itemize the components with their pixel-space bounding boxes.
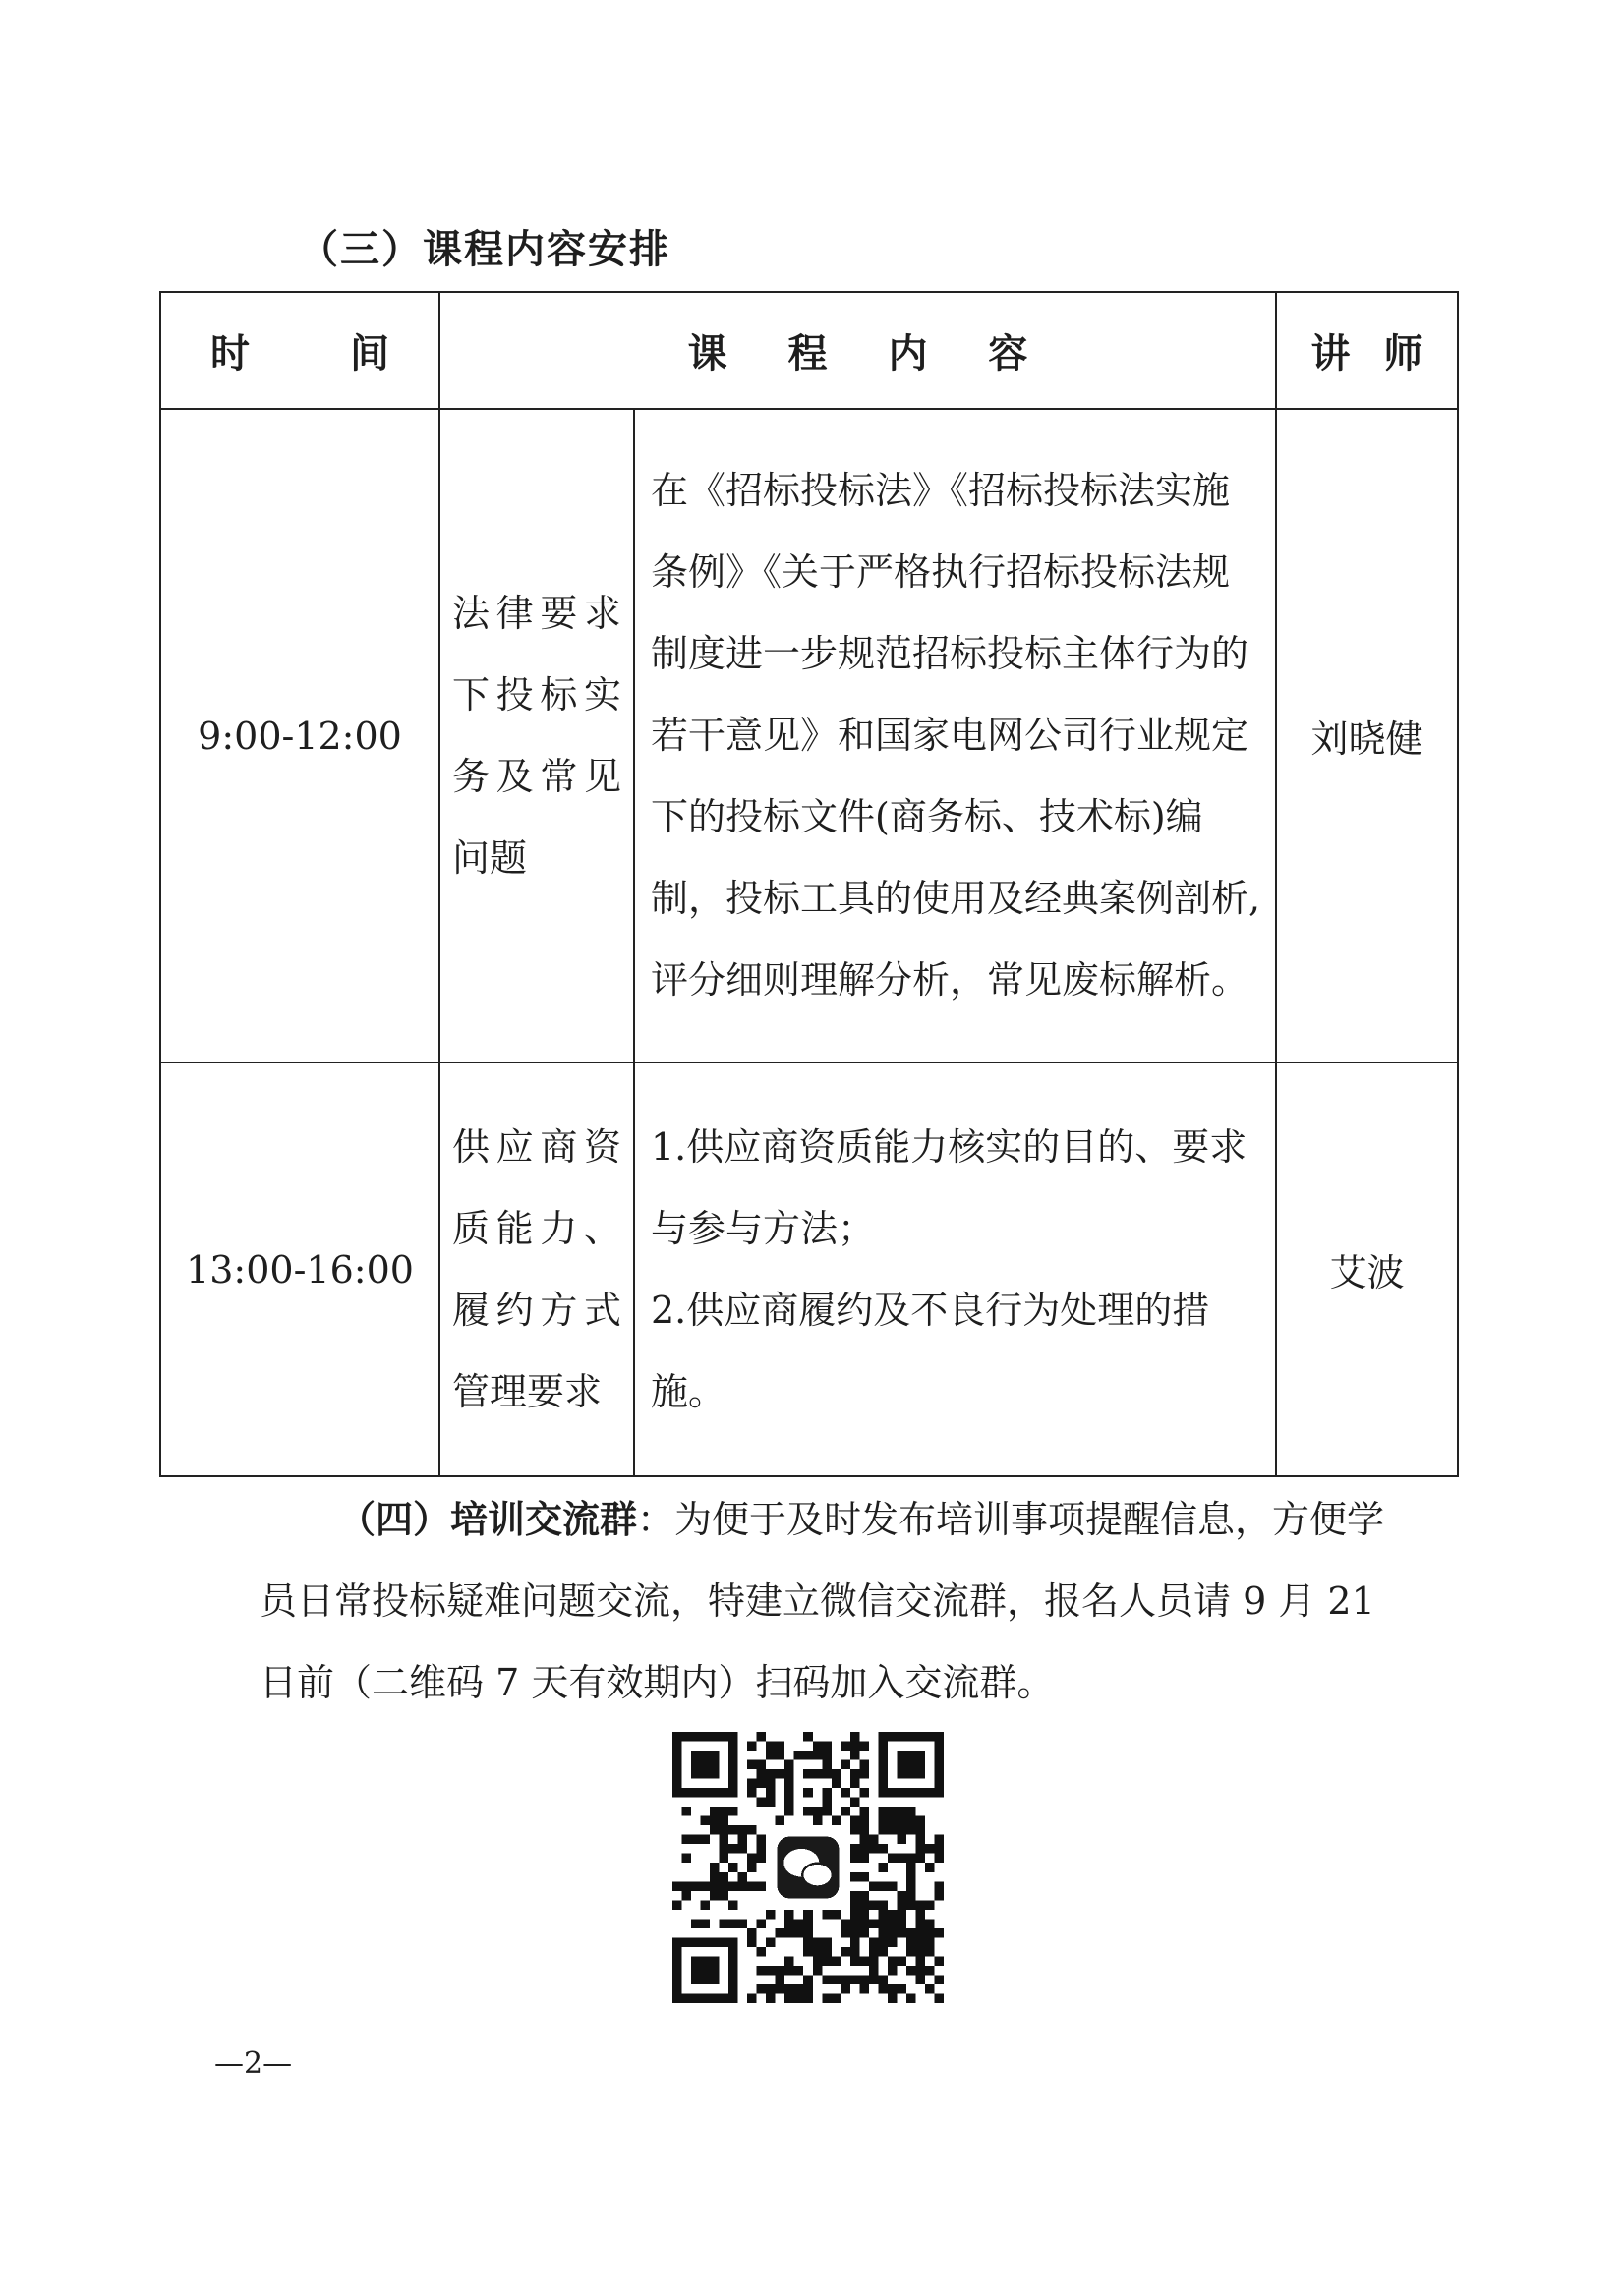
row-content (634, 1062, 1276, 1476)
row-teacher: 刘晓健 (1276, 409, 1458, 1062)
row-time: 9:00-12:00 (160, 409, 439, 1062)
content-line-1: 1.供应商资质能力核实的目的、要求与参与方法； (651, 1124, 1247, 1250)
page-number: —2— (214, 2046, 293, 2081)
table-row (160, 1062, 1458, 1476)
header-time: 时 间 (160, 292, 439, 409)
section-title-course-schedule: （三）课程内容安排 (299, 227, 670, 272)
training-group-paragraph (260, 1479, 1410, 1724)
row-teacher: 艾波 (1276, 1062, 1458, 1476)
row-content: 在《招标投标法》《招标投标法实施条例》《关于严格执行招标投标法规制度进一步规范招标投标主体行为的若干意见》和国家电网公司行业规定下的投标文件(商务标、技术标)编制，投标工具的使用及经典案例剖析,评分细则理解分析，常见废标解析。 (634, 409, 1276, 1062)
row-topic: 法律要求下投标实务及常见问题 (439, 409, 634, 1062)
training-group-label: （四）培训交流群 (338, 1498, 638, 1541)
header-content: 课 程 内 容 (439, 292, 1276, 409)
row-time: 13:00-16:00 (160, 1062, 439, 1476)
table-header-row (160, 292, 1458, 409)
table-row (160, 409, 1458, 1062)
course-schedule-table (159, 291, 1459, 1477)
header-teacher: 讲 师 (1276, 292, 1458, 409)
training-group-text: ：为便于及时发布培训事项提醒信息，方便学员日常投标疑难问题交流，特建立微信交流群，报名人员请 9 月 21 日前（二维码 7 天有效期内）扫码加入交流群。 (260, 1498, 1385, 1704)
wechat-qr-code-icon (672, 1732, 944, 2003)
content-line-2: 2.供应商履约及不良行为处理的措施。 (651, 1288, 1210, 1413)
row-topic: 供应商资质能力、履约方式管理要求 (439, 1062, 634, 1476)
